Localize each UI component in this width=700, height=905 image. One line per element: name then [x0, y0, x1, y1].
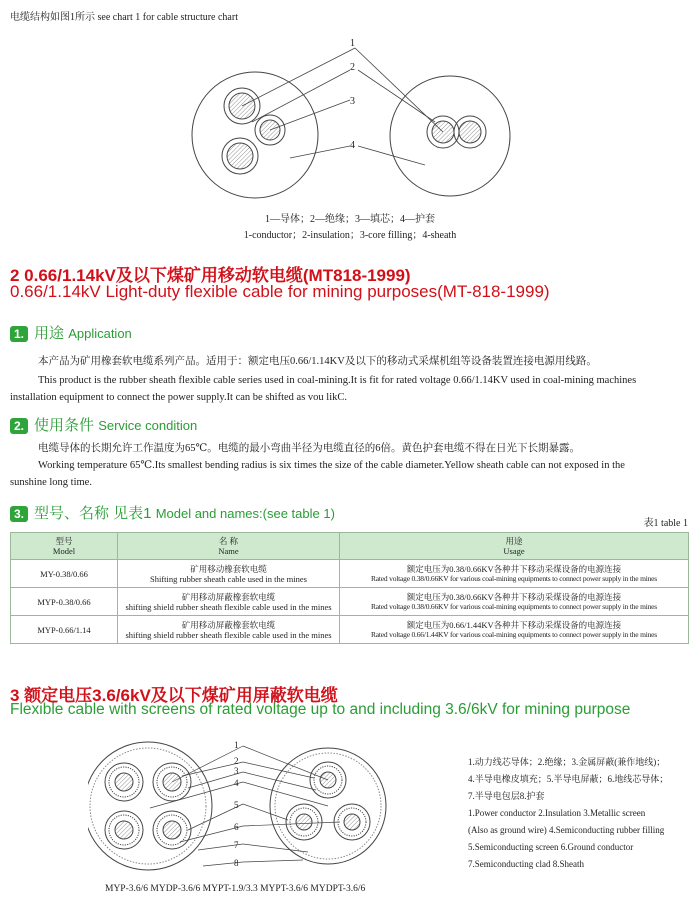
- application-text-en-2: installation equipment to connect the power supply.It can be shifted as vou likC.: [10, 392, 347, 403]
- legend-line: 7.Semiconducting clad 8.Sheath: [468, 859, 584, 869]
- section3-title-en: Flexible cable with screens of rated voltage up to and including 3.6/6kV for mining purpose: [10, 701, 631, 718]
- legend-line: (Also as ground wire) 4.Semiconducting rubber filling: [468, 825, 665, 835]
- col-name-en: Name: [218, 546, 239, 556]
- service-text-en-1: Working temperature 65℃.Its smallest bending radius is six times the size of the cable diameter.Yellow sheath cable can not exposed in the: [38, 460, 625, 471]
- service-badge: 2.: [10, 418, 28, 434]
- application-text-en-1: This product is the rubber sheath flexible cable series used in coal-mining.It is fit for rated voltage 0.66/1.14KV used in coal-mining machines: [38, 375, 637, 386]
- col-name: [118, 533, 340, 560]
- cell-usage: [340, 616, 689, 644]
- section2-title-en: 0.66/1.14kV Light-duty flexible cable for mining purposes(MT-818-1999): [10, 282, 550, 301]
- fig1-label-3: 3: [350, 96, 355, 107]
- table-row: [11, 588, 689, 616]
- col-usage: [340, 533, 689, 560]
- cell-usage: [340, 588, 689, 616]
- cell-name-en: shifting shield rubber sheath flexible cable used in the mines: [125, 629, 332, 640]
- cell-name: [118, 616, 340, 644]
- legend-line: 1.Power conductor 2.Insulation 3.Metallic screen: [468, 808, 646, 818]
- col-model: [11, 533, 118, 560]
- section3-title-cn: 3 额定电压3.6/6kV及以下煤矿用屏蔽软电缆: [10, 686, 338, 705]
- col-usage-cn: 用途: [505, 536, 523, 546]
- application-heading-cn: 用途: [34, 325, 65, 342]
- col-name-cn: 名 称: [218, 536, 239, 546]
- service-heading: [10, 414, 197, 435]
- cell-usage-en: Rated voltage 0.66/1.44KV for various coal-mining equipments to connect power supply in the mines: [370, 629, 658, 639]
- cable-structure-diagram-2: [88, 730, 388, 882]
- cell-usage: [340, 560, 689, 588]
- service-text-en-2: sunshine long time.: [10, 477, 92, 488]
- section2-title-cn: 2 0.66/1.14kV及以下煤矿用移动软电缆(MT818-1999): [10, 266, 411, 285]
- fig2-label-1: 1: [234, 740, 239, 750]
- model-table: [10, 532, 689, 644]
- table-label: 表1 table 1: [643, 518, 688, 529]
- model-heading-cn: 型号、名称 见表1: [34, 505, 152, 522]
- cell-name-en: Shifting rubber sheath cable used in the mines: [150, 573, 307, 584]
- fig1-label-4: 4: [350, 140, 355, 151]
- cell-usage-en: Rated voltage 0.38/0.66KV for various coal-mining equipments to connect power supply in the mines: [370, 601, 658, 611]
- application-heading-en: Application: [68, 326, 132, 341]
- table-header-row: [11, 533, 689, 560]
- application-text-cn: 本产品为矿用橡套软电缆系列产品。适用于：额定电压0.66/1.14KV及以下的移动式采煤机组等设备装置连接电源用线路。: [38, 356, 597, 367]
- col-model-en: Model: [52, 546, 76, 556]
- cell-usage-cn: 额定电压为0.38/0.66KV各种井下移动采煤设备的电源连接: [406, 563, 622, 574]
- service-heading-cn: 使用条件: [34, 417, 95, 434]
- cell-name-cn: 矿用移动屏蔽橡套软电缆: [181, 591, 276, 602]
- fig2-legend: [468, 754, 696, 873]
- col-usage-en: Usage: [503, 546, 525, 556]
- fig2-label-2: 2: [234, 756, 239, 766]
- fig1-caption-cn: 1—导体；2—绝缘；3—填芯；4—护套: [265, 214, 435, 225]
- application-badge: 1.: [10, 326, 28, 342]
- legend-line: 1.动力线芯导体；2.绝缘；3.金属屏蔽(兼作地线)；: [468, 757, 666, 767]
- cell-model: MYP-0.66/1.14: [11, 616, 118, 644]
- fig2-label-8: 8: [234, 858, 239, 868]
- legend-line: 7.半导电包层8.护套: [468, 791, 545, 801]
- cell-model: MY-0.38/0.66: [11, 560, 118, 588]
- legend-line: 4.半导电橡皮填充；5.半导电屏蔽；6.地线芯导体；: [468, 774, 669, 784]
- fig1-label-1: 1: [350, 38, 355, 49]
- cell-usage-en: Rated voltage 0.38/0.66KV for various coal-mining equipments to connect power supply in the mines: [370, 573, 658, 583]
- model-heading: [10, 502, 335, 523]
- fig2-label-5: 5: [234, 800, 239, 810]
- cell-usage-cn: 额定电压为0.66/1.44KV各种井下移动采煤设备的电源连接: [406, 619, 622, 630]
- fig2-label-4: 4: [234, 778, 239, 788]
- model-badge: 3.: [10, 506, 28, 522]
- table-row: [11, 616, 689, 644]
- fig2-label-3: 3: [234, 766, 239, 776]
- cell-name: [118, 588, 340, 616]
- cell-usage-cn: 额定电压为0.38/0.66KV各种井下移动采煤设备的电源连接: [406, 591, 622, 602]
- legend-line: 5.Semiconducting screen 6.Ground conductor: [468, 842, 634, 852]
- cell-name: [118, 560, 340, 588]
- fig1-label-2: 2: [350, 62, 355, 73]
- fig1-caption-en: 1-conductor；2-insulation；3-core filling；4-sheath: [243, 230, 457, 241]
- fig2-label-7: 7: [234, 840, 239, 850]
- model-heading-en: Model and names:(see table 1): [155, 506, 335, 521]
- cable-structure-diagram-1: [180, 30, 540, 210]
- table-row: [11, 560, 689, 588]
- application-heading: [10, 322, 132, 343]
- cell-name-cn: 矿用移动屏蔽橡套软电缆: [181, 619, 276, 630]
- cell-name-en: shifting shield rubber sheath flexible cable used in the mines: [125, 601, 332, 612]
- fig2-label-6: 6: [234, 822, 239, 832]
- fig2-models: MYP-3.6/6 MYDP-3.6/6 MYPT-1.9/3.3 MYPT-3.6/6 MYDPT-3.6/6: [105, 884, 366, 894]
- service-text-cn: 电缆导体的长期允许工作温度为65℃。电缆的最小弯曲半径为电缆直径的6倍。黄色护套电缆不得在日光下长期暴露。: [38, 443, 580, 454]
- service-heading-en: Service condition: [98, 418, 198, 433]
- top-note: 电缆结构如图1所示 see chart 1 for cable structure chart: [10, 12, 238, 23]
- cell-model: MYP-0.38/0.66: [11, 588, 118, 616]
- col-model-cn: 型号: [55, 536, 73, 546]
- cell-name-cn: 矿用移动橡套软电缆: [190, 563, 267, 574]
